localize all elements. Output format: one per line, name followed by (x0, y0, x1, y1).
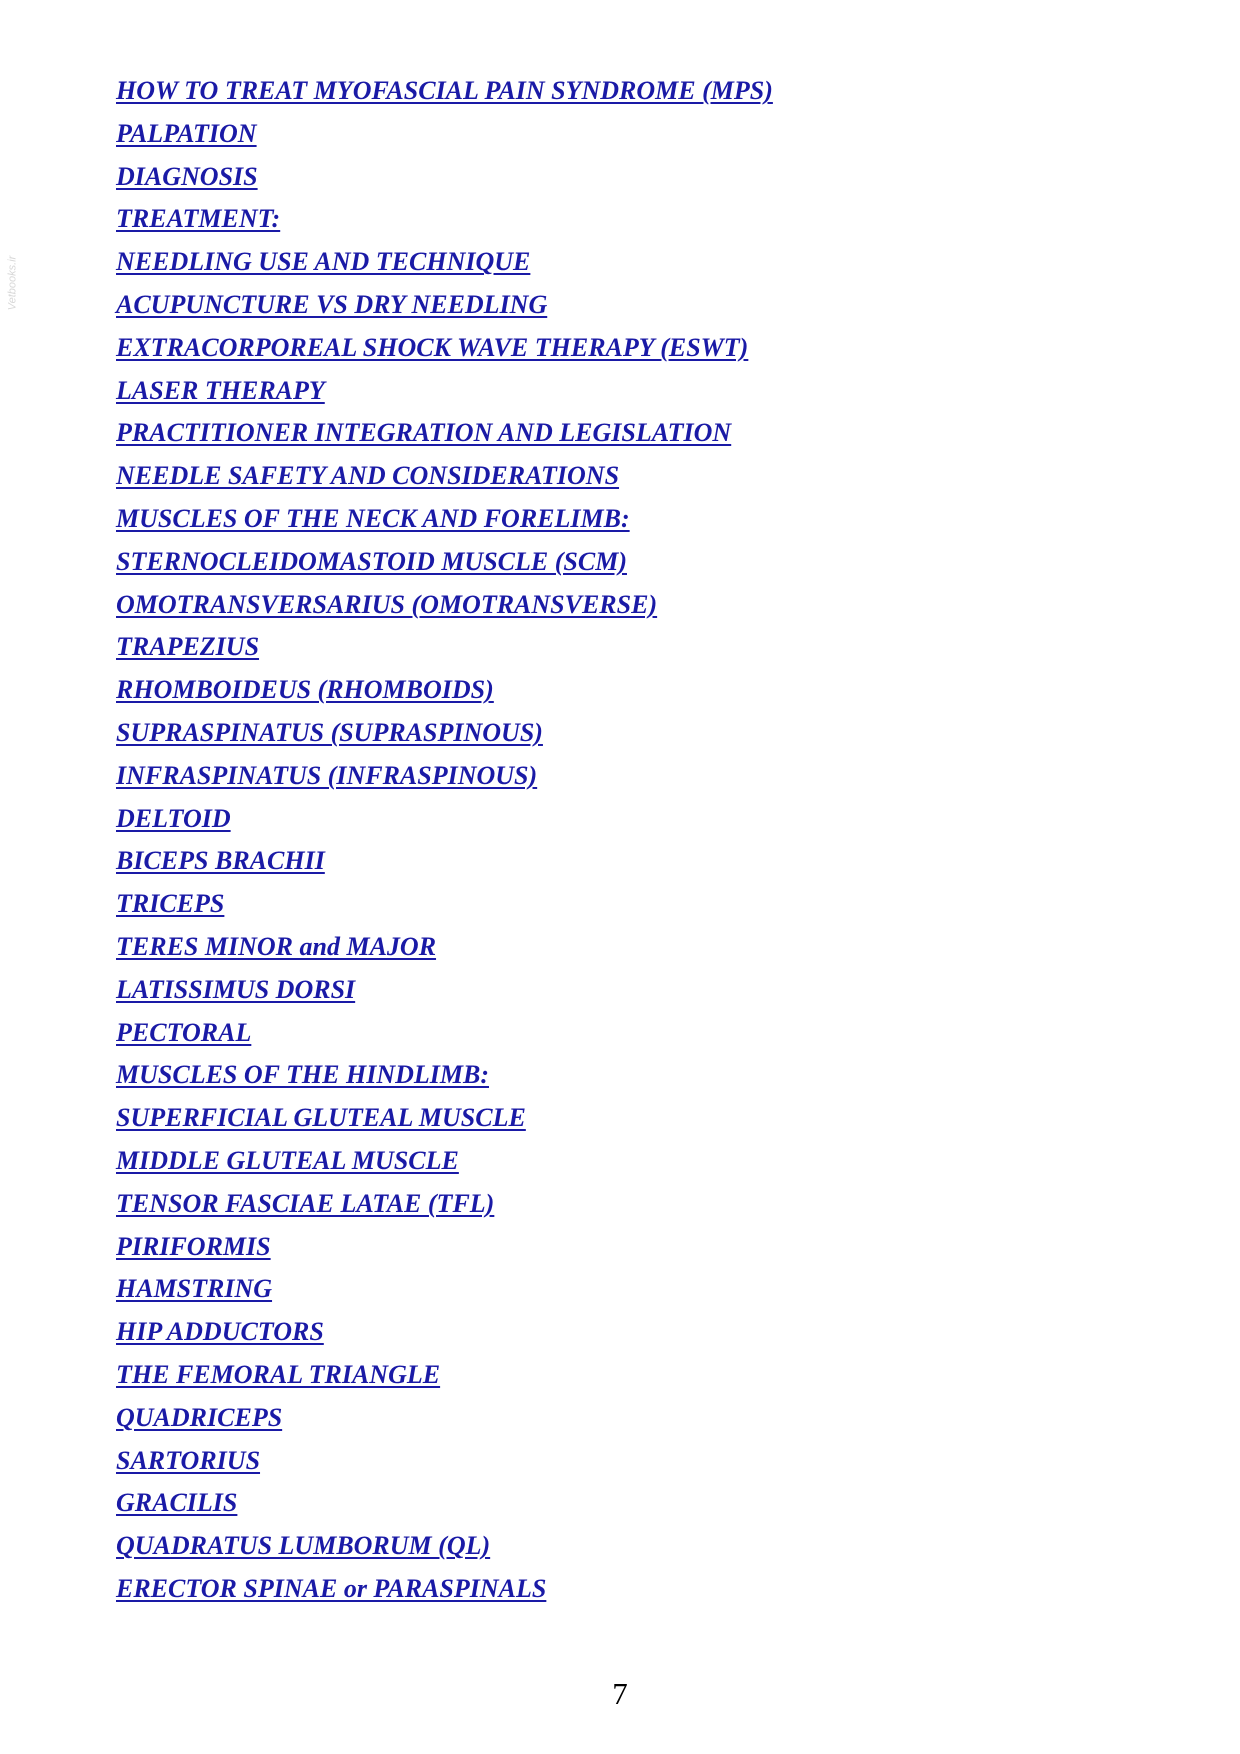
toc-item (116, 198, 773, 241)
toc-item (116, 1440, 773, 1483)
toc-item (116, 284, 773, 327)
toc-item (116, 926, 773, 969)
toc-item (116, 455, 773, 498)
toc-link-needle-safety[interactable]: NEEDLE SAFETY AND CONSIDERATIONS (116, 461, 620, 491)
toc-item (116, 412, 773, 455)
toc-link-infraspinatus[interactable]: INFRASPINATUS (INFRASPINOUS) (116, 760, 538, 790)
toc-link-laser[interactable]: LASER THERAPY (116, 375, 325, 405)
toc-link-sartorius[interactable]: SARTORIUS (116, 1445, 261, 1475)
toc-item (116, 798, 773, 841)
toc-item (116, 1140, 773, 1183)
toc-item (116, 840, 773, 883)
toc-item (116, 1012, 773, 1055)
toc-item (116, 541, 773, 584)
toc-link-scm[interactable]: STERNOCLEIDOMASTOID MUSCLE (SCM) (116, 546, 627, 576)
toc-item (116, 755, 773, 798)
toc-link-supraspinatus[interactable]: SUPRASPINATUS (SUPRASPINOUS) (116, 717, 543, 747)
toc-link-triceps[interactable]: TRICEPS (116, 889, 225, 919)
toc-link-gracilis[interactable]: GRACILIS (116, 1488, 238, 1518)
toc-link-quadriceps[interactable]: QUADRICEPS (116, 1402, 283, 1432)
toc-link-mps[interactable]: HOW TO TREAT MYOFASCIAL PAIN SYNDROME (MPS) (116, 76, 773, 105)
toc-link-omotransversarius[interactable]: OMOTRANSVERSARIUS (OMOTRANSVERSE) (116, 589, 658, 619)
toc-link-needling[interactable]: NEEDLING USE AND TECHNIQUE (116, 247, 531, 277)
toc-item (116, 1397, 773, 1440)
toc-link-rhomboideus[interactable]: RHOMBOIDEUS (RHOMBOIDS) (116, 675, 494, 705)
toc-item (116, 1354, 773, 1397)
toc-item (116, 241, 773, 284)
watermark (2, 248, 22, 318)
toc-item (116, 498, 773, 541)
toc-link-ql[interactable]: QUADRATUS LUMBORUM (QL) (116, 1531, 491, 1561)
toc-link-diagnosis[interactable]: DIAGNOSIS (116, 161, 258, 191)
toc-link-deltoid[interactable]: DELTOID (116, 803, 231, 833)
toc-item (116, 1226, 773, 1269)
toc-item (116, 1054, 773, 1097)
toc-item (116, 70, 773, 113)
toc-link-trapezius[interactable]: TRAPEZIUS (116, 632, 260, 662)
page-number: 7 (612, 1676, 628, 1711)
toc-link-piriformis[interactable]: PIRIFORMIS (116, 1231, 271, 1261)
toc-link-teres[interactable]: TERES MINOR and MAJOR (116, 931, 437, 961)
toc-item (116, 1311, 773, 1354)
toc-item (116, 1525, 773, 1568)
toc-item (116, 1183, 773, 1226)
toc-link-latissimus[interactable]: LATISSIMUS DORSI (116, 974, 356, 1004)
toc-link-acupuncture[interactable]: ACUPUNCTURE VS DRY NEEDLING (116, 289, 548, 319)
toc-link-practitioner[interactable]: PRACTITIONER INTEGRATION AND LEGISLATION (116, 418, 732, 448)
toc-link-biceps[interactable]: BICEPS BRACHII (116, 846, 325, 876)
toc-item (116, 669, 773, 712)
toc-item (116, 1097, 773, 1140)
toc-link-palpation[interactable]: PALPATION (116, 118, 257, 148)
toc-link-superficial-gluteal[interactable]: SUPERFICIAL GLUTEAL MUSCLE (116, 1103, 526, 1133)
toc-link-treatment[interactable]: TREATMENT: (116, 204, 281, 234)
toc-item (116, 626, 773, 669)
toc-item (116, 1568, 773, 1611)
toc-link-femoral-triangle[interactable]: THE FEMORAL TRIANGLE (116, 1359, 441, 1389)
toc-link-eswt[interactable]: EXTRACORPOREAL SHOCK WAVE THERAPY (ESWT) (116, 332, 749, 362)
toc-link-middle-gluteal[interactable]: MIDDLE GLUTEAL MUSCLE (116, 1145, 459, 1175)
table-of-contents (116, 70, 773, 1611)
toc-link-hip-adductors[interactable]: HIP ADDUCTORS (116, 1317, 324, 1347)
toc-link-tfl[interactable]: TENSOR FASCIAE LATAE (TFL) (116, 1188, 495, 1218)
toc-link-hindlimb[interactable]: MUSCLES OF THE HINDLIMB: (116, 1060, 489, 1090)
toc-item (116, 1268, 773, 1311)
toc-item (116, 969, 773, 1012)
toc-link-erector-spinae[interactable]: ERECTOR SPINAE or PARASPINALS (116, 1573, 547, 1603)
toc-link-pectoral[interactable]: PECTORAL (116, 1017, 252, 1047)
toc-item (116, 370, 773, 413)
toc-link-neck-forelimb[interactable]: MUSCLES OF THE NECK AND FORELIMB: (116, 503, 630, 533)
toc-item (116, 584, 773, 627)
toc-item (116, 156, 773, 199)
toc-link-hamstring[interactable]: HAMSTRING (116, 1274, 273, 1304)
toc-item (116, 712, 773, 755)
toc-item (116, 1482, 773, 1525)
toc-item (116, 883, 773, 926)
toc-item (116, 327, 773, 370)
toc-item (116, 113, 773, 156)
watermark-text: Vetbooks.ir (6, 255, 18, 311)
